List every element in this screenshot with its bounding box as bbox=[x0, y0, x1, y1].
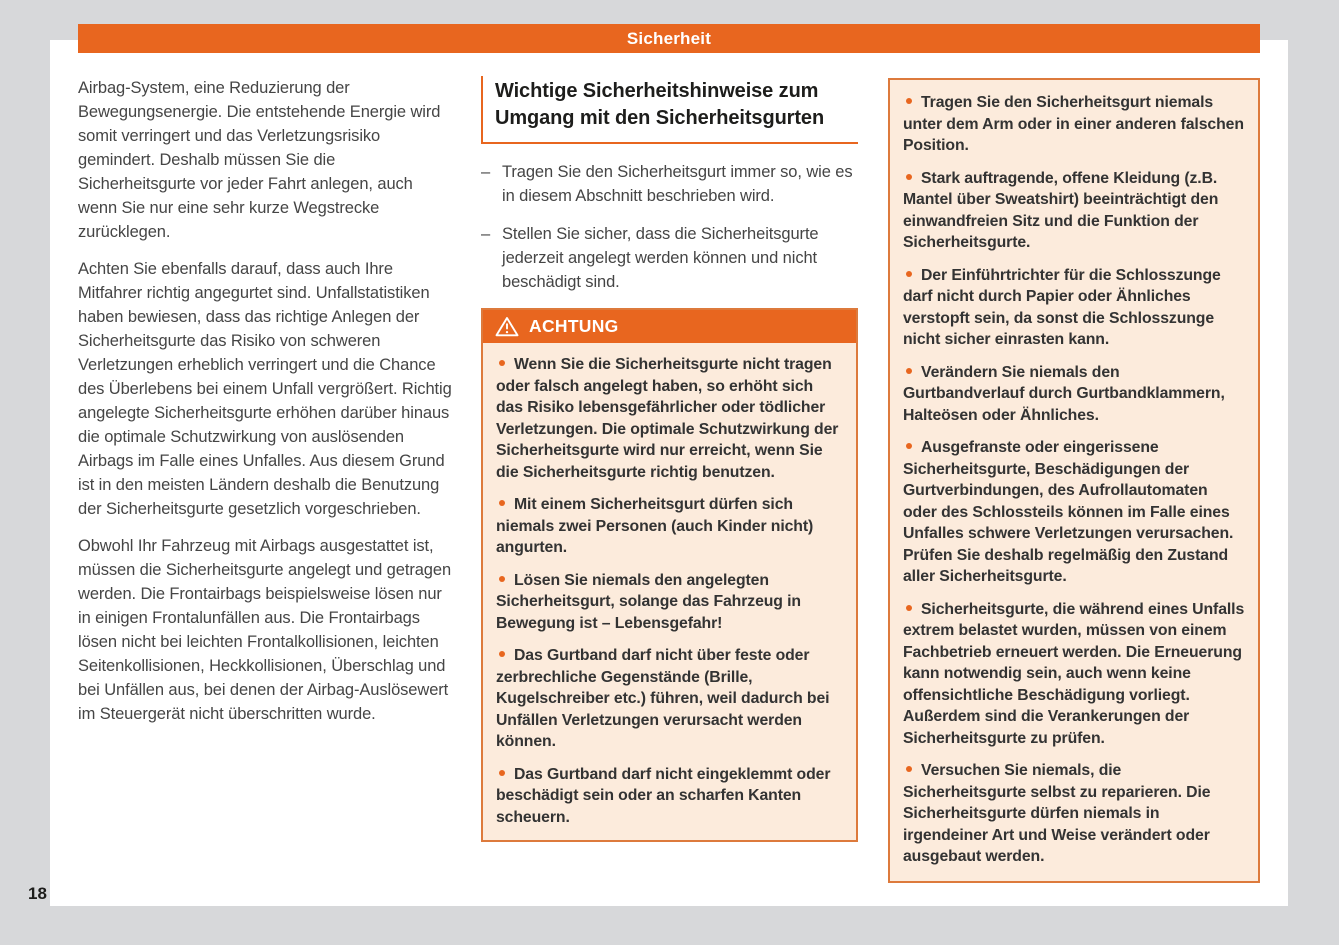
bullet-dot-icon bbox=[499, 651, 505, 657]
warning-triangle-icon bbox=[495, 316, 519, 337]
chapter-header-bar bbox=[78, 24, 1260, 53]
warning-bullet-text: Verändern Sie niemals den Gurtbandverlauf durch Gurtbandklammern, Halteösen oder Ähnliches. bbox=[903, 363, 1225, 424]
warning-bullet bbox=[496, 354, 843, 483]
warning-bullet bbox=[903, 437, 1245, 588]
warning-bullet-text: Das Gurtband darf nicht über feste oder zerbrechliche Gegenstände (Brille, Kugelschreiber etc.) führen, weil dadurch bei Unfällen Verletzungen verursacht werden können. bbox=[496, 647, 830, 750]
warning-bullet bbox=[496, 645, 843, 753]
body-paragraph: Obwohl Ihr Fahrzeug mit Airbags ausgestattet ist, müssen die Sicherheitsgurte angelegt und getragen werden. Die Frontairbags beispielsweise lösen nur in einigen Frontalunfällen aus. Die Frontairbags lösen nicht bei leichten Frontalkollisionen, leichten Seitenkollisionen, Heckkollisionen, Überschlag und bei Unfällen aus, bei denen der Airbag-Auslösewert im Steuergerät nicht überschritten wurde. bbox=[78, 537, 452, 723]
warning-bullet bbox=[903, 760, 1245, 868]
bullet-dot-icon bbox=[499, 576, 505, 582]
bullet-dot-icon bbox=[499, 360, 505, 366]
warning-bullet bbox=[903, 362, 1245, 427]
dash-marker: – bbox=[481, 225, 491, 243]
warning-bullet bbox=[903, 599, 1245, 750]
bullet-dot-icon bbox=[499, 770, 505, 776]
bullet-dot-icon bbox=[906, 605, 912, 611]
warning-box-body bbox=[483, 343, 856, 840]
warning-bullet bbox=[496, 570, 843, 635]
warning-bullet-text: Mit einem Sicherheitsgurt dürfen sich niemals zwei Personen (auch Kinder nicht) angurten. bbox=[496, 496, 814, 556]
left-column bbox=[78, 76, 456, 739]
middle-column bbox=[481, 76, 858, 842]
page-number: 18 bbox=[28, 884, 47, 903]
dash-list-item bbox=[481, 160, 858, 208]
bullet-dot-icon bbox=[906, 766, 912, 772]
section-heading: Wichtige Sicherheitshinweise zum Umgang mit den Sicherheitsgurten bbox=[481, 76, 858, 144]
dash-item-text: Stellen Sie sicher, dass die Sicherheitsgurte jederzeit angelegt werden können und nicht beschädigt sind. bbox=[502, 225, 819, 291]
warning-bullet-text: Stark auftragende, offene Kleidung (z.B. Mantel über Sweatshirt) beeinträchtigt den einwandfreien Sitz und die Funktion der Sicherheitsgurte. bbox=[903, 169, 1219, 251]
warning-bullet bbox=[903, 168, 1245, 254]
warning-box-title: ACHTUNG bbox=[529, 316, 619, 336]
dash-marker: – bbox=[481, 163, 491, 181]
warning-bullet bbox=[903, 92, 1245, 157]
warning-bullet-text: Wenn Sie die Sicherheitsgurte nicht tragen oder falsch angelegt haben, so erhöht sich das Risiko lebensgefährlicher oder tödlicher Verletzungen. Die optimale Schutzwirkung der Sicherheitsgurte wird nur erreicht, wenn Sie die Sicherheitsgurte richtig benutzen. bbox=[496, 356, 839, 481]
warning-box-continued bbox=[888, 78, 1260, 883]
warning-bullet bbox=[496, 764, 843, 829]
warning-bullet-text: Der Einführtrichter für die Schlosszunge darf nicht durch Papier oder Ähnliches verstopft sein, da sonst die Schlosszunge nicht sicher einrasten kann. bbox=[903, 266, 1221, 348]
body-paragraph: Achten Sie ebenfalls darauf, dass auch Ihre Mitfahrer richtig angegurtet sind. Unfallstatistiken haben bewiesen, dass das richtige Anlegen der Sicherheitsgurte das Risiko von schweren Verletzungen erheblich verringert und die Chance des Überlebens bei einem Unfall vergrößert. Richtig angelegte Sicherheitsgurte erhöhen darüber hinaus die optimale Schutzwirkung von auslösenden Airbags im Falle eines Unfalles. Aus diesem Grund ist in den meisten Ländern deshalb die Benutzung der Sicherheitsgurte gesetzlich vorgeschrieben. bbox=[78, 260, 452, 518]
bullet-dot-icon bbox=[499, 500, 505, 506]
dash-list-item bbox=[481, 222, 858, 294]
warning-box-header bbox=[483, 310, 856, 343]
dash-item-text: Tragen Sie den Sicherheitsgurt immer so, wie es in diesem Abschnitt beschrieben wird. bbox=[502, 163, 853, 205]
warning-bullet-text: Lösen Sie niemals den angelegten Sicherheitsgurt, solange das Fahrzeug in Bewegung ist – Lebensgefahr! bbox=[496, 571, 801, 632]
warning-bullet-text: Sicherheitsgurte, die während eines Unfalls extrem belastet wurden, müssen von einem Fachbetrieb erneuert werden. Die Erneuerung kann notwendig sein, auch wenn keine offensichtliche Beschädigung vorliegt. Außerdem sind die Verankerungen der Sicherheitsgurte zu prüfen. bbox=[903, 600, 1245, 747]
warning-bullet-text: Tragen Sie den Sicherheitsgurt niemals unter dem Arm oder in einer anderen falschen Position. bbox=[903, 94, 1244, 154]
warning-bullet-text: Das Gurtband darf nicht eingeklemmt oder beschädigt sein oder an scharfen Kanten scheuern. bbox=[496, 765, 831, 826]
warning-bullet bbox=[903, 265, 1245, 351]
bullet-dot-icon bbox=[906, 271, 912, 277]
body-paragraph: Airbag-System, eine Reduzierung der Bewegungsenergie. Die entstehende Energie wird somit verringert und das Verletzungsrisiko gemindert. Deshalb müssen Sie die Sicherheitsgurte vor jeder Fahrt anlegen, auch wenn Sie nur eine sehr kurze Wegstrecke zurücklegen. bbox=[78, 79, 441, 241]
right-column bbox=[888, 78, 1260, 883]
warning-box bbox=[481, 308, 858, 842]
warning-bullet bbox=[496, 494, 843, 559]
warning-box-body bbox=[890, 80, 1258, 881]
bullet-dot-icon bbox=[906, 174, 912, 180]
bullet-dot-icon bbox=[906, 98, 912, 104]
warning-bullet-text: Versuchen Sie niemals, die Sicherheitsgurte selbst zu reparieren. Die Sicherheitsgurte dürfen niemals in irgendeiner Art und Weise verändert oder ausgebaut werden. bbox=[903, 762, 1211, 865]
warning-bullet-text: Ausgefranste oder eingerissene Sicherheitsgurte, Beschädigungen der Gurtverbindungen, des Aufrollautomaten oder des Schlossteils können im Falle eines Unfalles schwere Verletzungen verursachen. Prüfen Sie deshalb regelmäßig den Zustand aller Sicherheitsgurte. bbox=[903, 439, 1234, 585]
bullet-dot-icon bbox=[906, 368, 912, 374]
chapter-title: Sicherheit bbox=[626, 29, 712, 48]
bullet-dot-icon bbox=[906, 443, 912, 449]
